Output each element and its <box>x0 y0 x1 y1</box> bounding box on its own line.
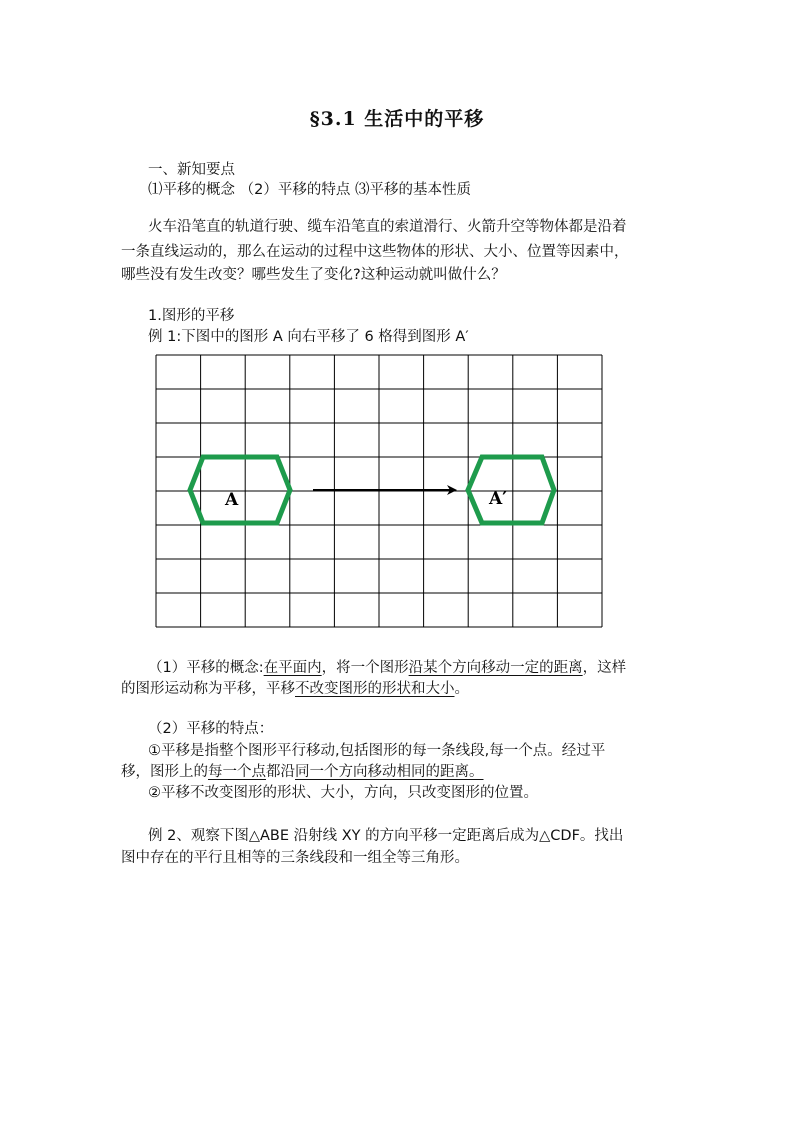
example2-line-1: 例 2、观察下图△ABE 沿射线 XY 的方向平移一定距离后成为△CDF。找出 <box>148 828 624 844</box>
feature-1-underline-2: 同一个方向移动相同的距离。 <box>295 764 484 780</box>
grid-figure-svg <box>155 354 603 628</box>
concept-line-2 <box>121 677 681 701</box>
features-heading: （2）平移的特点： <box>148 721 274 737</box>
key-points: ⑴平移的概念 （2）平移的特点 ⑶平移的基本性质 <box>148 182 471 198</box>
concept-underline-1: 在平面内 <box>263 660 322 676</box>
concept-text-1: ，将一个图形 <box>321 660 409 676</box>
concept-prefix: （1）平移的概念: <box>148 660 264 676</box>
feature-2: ②平移不改变图形的形状、大小，方向，只改变图形的位置。 <box>148 785 538 801</box>
feature-1-pre: 移，图形上的 <box>121 764 208 780</box>
intro-line-2: 一条直线运动的，那么在运动的过程中这些物体的形状、大小、位置等因素中， <box>121 244 629 260</box>
hexagon-a <box>190 457 290 523</box>
example1-text: 例 1:下图中的图形 A 向右平移了 6 格得到图形 A′ <box>148 329 469 345</box>
section-heading: 一、新知要点 <box>148 162 235 178</box>
intro-line-3: 哪些没有发生改变？哪些发生了变化?这种运动就叫做什么？ <box>121 267 506 283</box>
feature-1-underline-1: 每一个点 <box>208 764 266 780</box>
example2-line-2: 图中存在的平行且相等的三条线段和一组全等三角形。 <box>121 850 469 866</box>
page-title: §3.1 生活中的平移 <box>309 108 485 130</box>
concept-line2-post: 。 <box>454 681 469 697</box>
concept-text-2: ，这样 <box>582 660 627 676</box>
concept-line2-pre: 的图形运动称为平移，平移 <box>121 681 295 697</box>
label-a-prime: A′ <box>489 489 507 509</box>
hexagon-a-prime <box>468 457 554 523</box>
concept-underline-2: 沿某个方向移动一定的距离 <box>408 660 583 676</box>
intro-line-1: 火车沿笔直的轨道行驶、缆车沿笔直的索道滑行、火箭升空等物体都是沿着 <box>148 219 627 235</box>
feature-1-line-1: ①平移是指整个图形平行移动,包括图形的每一条线段,每一个点。经过平 <box>148 743 606 759</box>
translation-figure <box>155 354 603 632</box>
concept-underline-3: 不改变图形的形状和大小 <box>295 681 455 697</box>
feature-1-mid: 都沿 <box>266 764 295 780</box>
label-a: A <box>225 490 239 510</box>
part1-heading: 1.图形的平移 <box>148 308 235 324</box>
